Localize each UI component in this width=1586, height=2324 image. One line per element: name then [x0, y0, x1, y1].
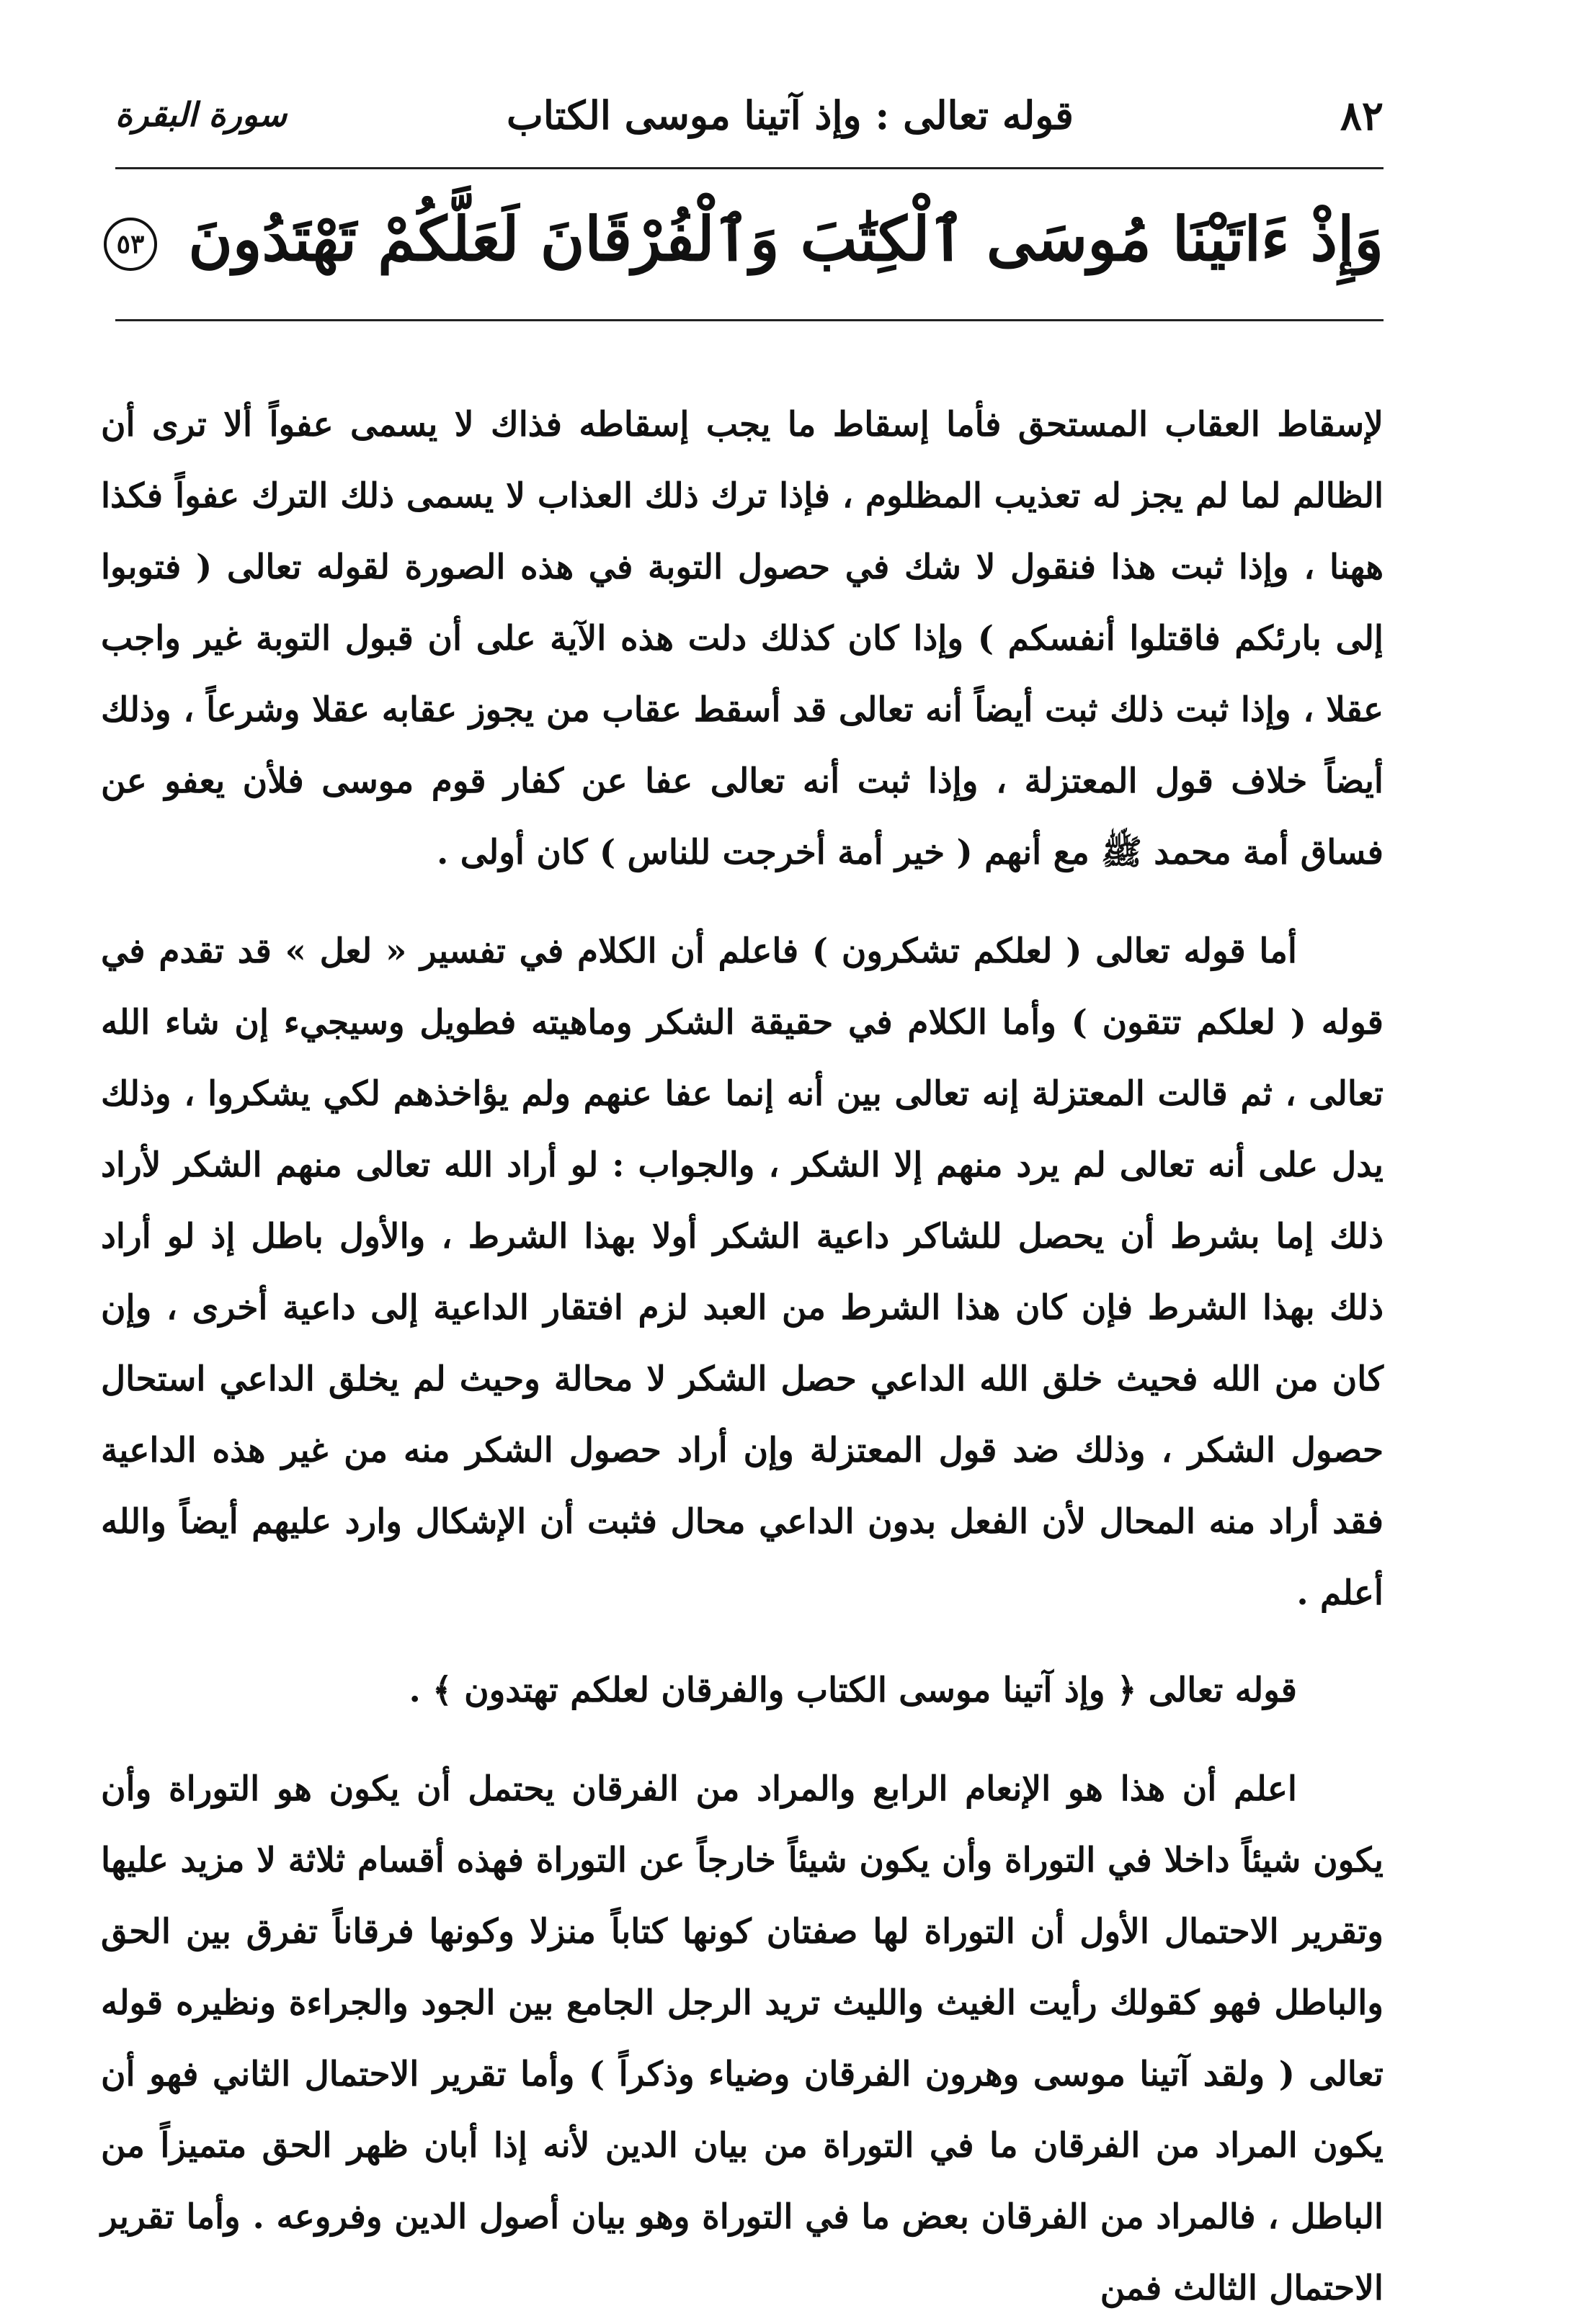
surah-name: سورة البقرة [115, 95, 288, 134]
verse-number-marker: ٥٣ [104, 218, 157, 271]
running-header [115, 86, 1384, 151]
section-heading: قوله تعالى ﴿ وإذ آتينا موسى الكتاب والفرقان لعلكم تهتدون ﴾ . [409, 1671, 1297, 1710]
verse-rule [115, 319, 1384, 321]
header-rule [115, 167, 1384, 169]
header-title: قوله تعالى : وإذ آتينا موسى الكتاب [507, 92, 1074, 138]
quran-verse [115, 189, 1384, 290]
paragraph: أما قوله تعالى ( لعلكم تشكرون ) فاعلم أن الكلام في تفسير « لعل » قد تقدم في قوله ( لعلكم تتقون ) وأما الكلام في حقيقة الشكر وماهيته فطويل وسيجيء إن شاء الله تعالى ، ثم قالت المعتزلة إنه تعالى بين أنه إنما عفا عنهم ولم يؤاخذهم لكي يشكروا ، وذلك يدل على أنه تعالى لم يرد منهم إلا الشكر ، والجواب : لو أراد الله تعالى منهم الشكر لأراد ذلك إما بشرط أن يحصل للشاكر داعية الشكر أولا بهذا الشرط ، والأول باطل إذ لو أراد ذلك بهذا الشرط فإن كان هذا الشرط من العبد لزم افتقار الداعية إلى داعية أخرى ، وإن كان من الله فحيث خلق الله الداعي حصل الشكر لا محالة وحيث لم يخلق الداعي استحال حصول الشكر ، وذلك ضد قول المعتزلة وإن أراد حصول الشكر منه من غير هذه الداعية فقد أراد منه المحال لأن الفعل بدون الداعي محال فثبت أن الإشكال وارد عليهم أيضاً والله أعلم . [101, 931, 1384, 1613]
page-number: ٨٢ [1340, 92, 1384, 140]
verse-text: وَإِذْ ءَاتَيْنَا مُوسَى ٱلْكِتَٰبَ وَٱلْفُرْقَانَ لَعَلَّكُمْ تَهْتَدُونَ [188, 203, 1384, 274]
commentary-text [101, 389, 1384, 2324]
paragraph: اعلم أن هذا هو الإنعام الرابع والمراد من الفرقان يحتمل أن يكون هو التوراة وأن يكون شيئاً داخلا في التوراة وأن يكون شيئاً خارجاً عن التوراة فهذه أقسام ثلاثة لا مزيد عليها وتقرير الاحتمال الأول أن التوراة لها صفتان كونها كتاباً منزلا وكونها فرقاناً تفرق بين الحق والباطل فهو كقولك رأيت الغيث والليث تريد الرجل الجامع بين الجود والجراءة ونظيره قوله تعالى ( ولقد آتينا موسى وهرون الفرقان وضياء وذكراً ) وأما تقرير الاحتمال الثاني فهو أن يكون المراد من الفرقان ما في التوراة من بيان الدين لأنه إذا أبان ظهر الحق متميزاً من الباطل ، فالمراد من الفرقان بعض ما في التوراة وهو بيان أصول الدين وفروعه . وأما تقرير الاحتمال الثالث فمن [101, 1769, 1384, 2308]
paragraph: لإسقاط العقاب المستحق فأما إسقاط ما يجب إسقاطه فذاك لا يسمى عفواً ألا ترى أن الظالم لما لم يجز له تعذيب المظلوم ، فإذا ترك ذلك العذاب لا يسمى ذلك الترك عفواً فكذا ههنا ، وإذا ثبت هذا فنقول لا شك في حصول التوبة في هذه الصورة لقوله تعالى ( فتوبوا إلى بارئكم فاقتلوا أنفسكم ) وإذا كان كذلك دلت هذه الآية على أن قبول التوبة غير واجب عقلا ، وإذا ثبت ذلك ثبت أيضاً أنه تعالى قد أسقط عقاب من يجوز عقابه عقلا وشرعاً ، وذلك أيضاً خلاف قول المعتزلة ، وإذا ثبت أنه تعالى عفا عن كفار قوم موسى فلأن يعفو عن فساق أمة محمد ﷺ مع أنهم ( خير أمة أخرجت للناس ) كان أولى . [101, 405, 1384, 872]
